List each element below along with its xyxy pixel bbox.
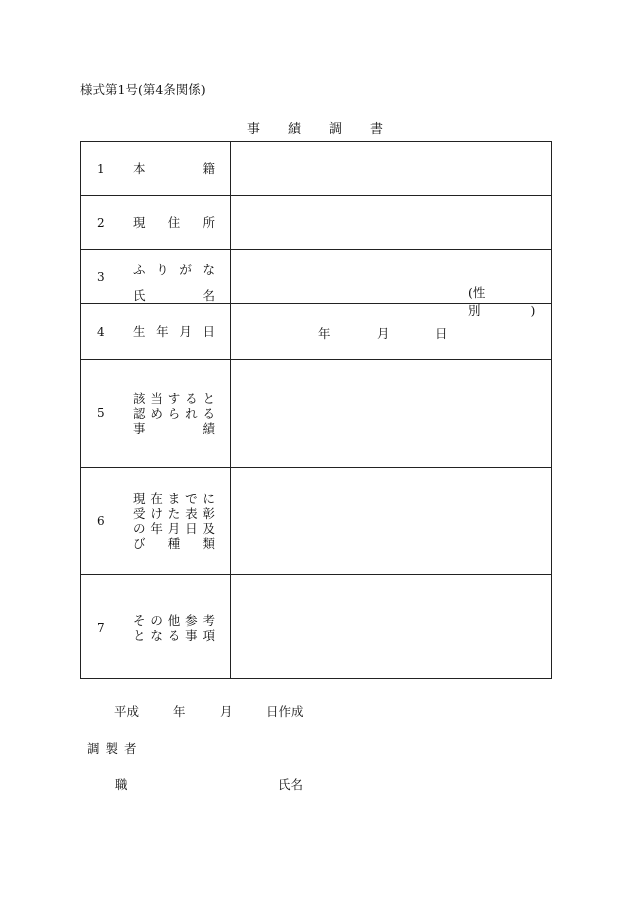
created-year-unit: 年	[173, 704, 186, 719]
row-label: 本 籍	[133, 161, 215, 176]
row-other-references	[81, 575, 551, 678]
birth-month-unit: 月	[377, 326, 390, 341]
row-number: 2	[97, 216, 105, 230]
row-number: 4	[97, 325, 105, 339]
created-day-label: 日作成	[266, 704, 304, 719]
title-char: 事	[246, 122, 260, 137]
row-label: ふ り が な 氏 名	[133, 262, 215, 303]
row-address	[81, 196, 551, 250]
row-label: 現 住 所	[133, 215, 215, 230]
row-number: 3	[97, 270, 105, 284]
document-title	[0, 118, 630, 137]
birth-year-unit: 年	[318, 326, 331, 341]
row-label: 現 在 ま で に 受 け た 表 彰 の 年 月 日 及 び 種 類	[133, 491, 215, 551]
job-title-label: 職	[115, 777, 128, 792]
achievement-table	[80, 141, 552, 679]
form-number-label: 様式第1号(第4条関係)	[80, 82, 206, 97]
row-label: 該 当 す る と 認 め ら れ る 事 績	[133, 391, 215, 436]
title-char: 書	[370, 122, 384, 137]
row-label: そ の 他 参 考 と な る 事 項	[133, 613, 215, 643]
achievements-value-cell[interactable]	[231, 360, 551, 467]
other-references-value-cell[interactable]	[231, 575, 551, 677]
title-char: 績	[287, 122, 301, 137]
domicile-value-cell[interactable]	[231, 142, 551, 195]
row-achievements	[81, 360, 551, 468]
birth-day-unit: 日	[435, 326, 448, 341]
row-awards	[81, 468, 551, 575]
row-number: 5	[97, 406, 105, 420]
created-month-unit: 月	[220, 704, 233, 719]
era-label: 平成	[114, 704, 140, 719]
gender-field[interactable]: (性別 )	[468, 285, 536, 318]
row-domicile	[81, 142, 551, 196]
address-value-cell[interactable]	[231, 196, 551, 249]
row-birthdate	[81, 304, 551, 360]
row-label: 生 年 月 日	[133, 324, 215, 339]
row-number: 1	[97, 162, 105, 176]
row-name	[81, 250, 551, 318]
row-number: 6	[97, 514, 105, 528]
preparer-name-label: 氏名	[278, 777, 304, 792]
awards-value-cell[interactable]	[231, 468, 551, 574]
row-number: 7	[97, 621, 105, 635]
title-char: 調	[329, 122, 343, 137]
preparer-label: 調 製 者	[87, 741, 137, 756]
